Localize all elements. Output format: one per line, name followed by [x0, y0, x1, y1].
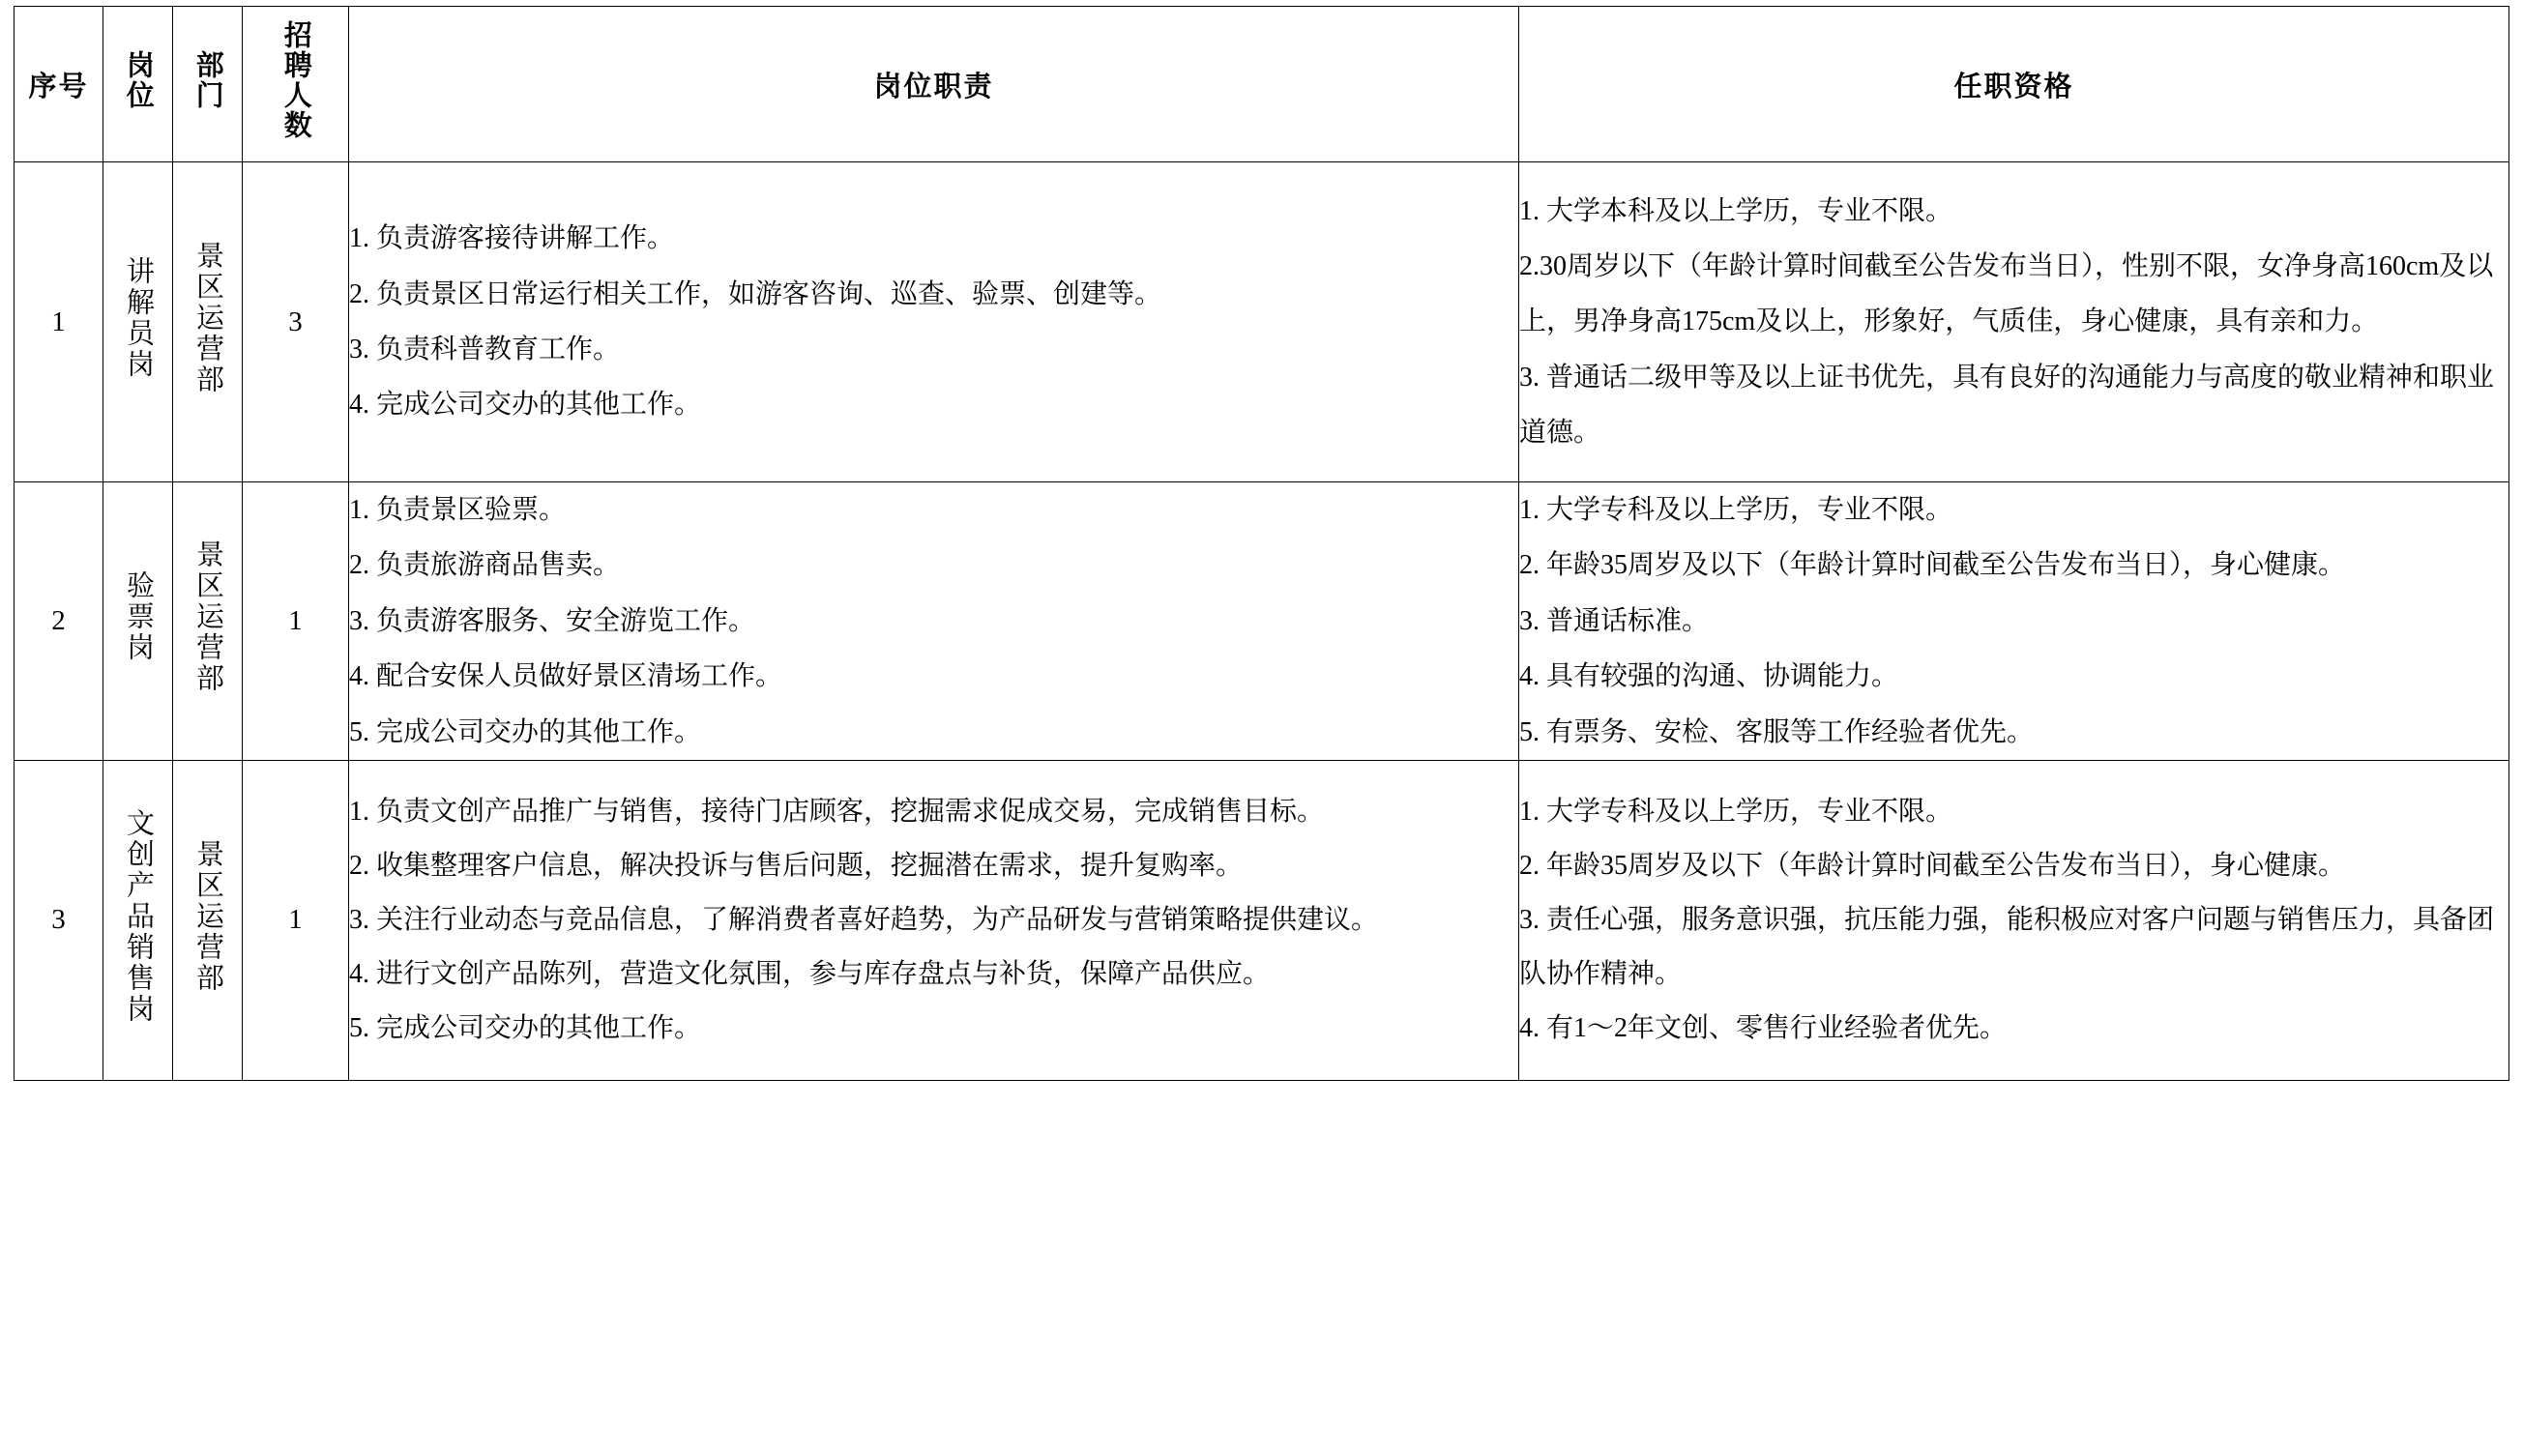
- row-qualifications: [1519, 162, 2509, 482]
- column-header-qualifications: [1519, 7, 2509, 162]
- qualification-item: 5. 有票务、安检、客服等工作经验者优先。: [1519, 716, 2035, 747]
- row-dept-label: 景区运营部: [191, 241, 223, 395]
- row-qualifications: [1519, 760, 2509, 1080]
- column-header-post-label: 岗位: [122, 50, 154, 110]
- duty-item: 2. 收集整理客户信息，解决投诉与售后问题，挖掘潜在需求，提升复购率。: [349, 850, 1244, 881]
- duty-item: 4. 完成公司交办的其他工作。: [349, 390, 702, 421]
- qualification-item: 2.30周岁以下（年龄计算时间截至公告发布当日），性别不限，女净身高160cm及以上，男净身高175cm及以上，形象好，气质佳，身心健康，具有亲和力。: [1519, 250, 2494, 337]
- duty-item: 4. 配合安保人员做好景区清场工作。: [349, 661, 783, 692]
- row-qualifications: [1519, 482, 2509, 761]
- row-duties: [349, 760, 1519, 1080]
- row-count: 3: [243, 162, 349, 482]
- row-dept-label: 景区运营部: [191, 838, 223, 994]
- row-dept: [173, 760, 243, 1080]
- duty-item: 5. 完成公司交办的其他工作。: [349, 1012, 702, 1043]
- column-header-index-label: 序号: [28, 71, 89, 102]
- column-header-post: [103, 7, 173, 162]
- column-header-count-label: 招聘人数: [279, 20, 311, 140]
- row-duties: [349, 482, 1519, 761]
- table-row: [15, 162, 2509, 482]
- row-dept-label: 景区运营部: [191, 539, 223, 695]
- row-post: [103, 162, 173, 482]
- column-header-count: [243, 7, 349, 162]
- column-header-duties-label: 岗位职责: [873, 71, 994, 102]
- row-dept: [173, 482, 243, 761]
- row-index: 3: [15, 760, 103, 1080]
- table-row: [15, 760, 2509, 1080]
- qualification-item: 1. 大学专科及以上学历，专业不限。: [1519, 495, 1953, 525]
- row-duties: [349, 162, 1519, 482]
- qualification-item: 4. 有1～2年文创、零售行业经验者优先。: [1519, 1012, 2008, 1043]
- row-post-label: 文创产品销售岗: [122, 807, 154, 1025]
- duty-item: 1. 负责文创产品推广与销售，接待门店顾客，挖掘需求促成交易，完成销售目标。: [349, 796, 1325, 827]
- qualification-item: 1. 大学专科及以上学历，专业不限。: [1519, 796, 1953, 827]
- row-post: [103, 760, 173, 1080]
- qualification-item: 3. 普通话二级甲等及以上证书优先，具有良好的沟通能力与高度的敬业精神和职业道德。: [1519, 362, 2495, 449]
- table-row: [15, 482, 2509, 761]
- duty-item: 3. 负责游客服务、安全游览工作。: [349, 605, 756, 636]
- column-header-duties: [349, 7, 1519, 162]
- row-index: 2: [15, 482, 103, 761]
- table-header: [15, 7, 2509, 162]
- duty-item: 3. 关注行业动态与竞品信息，了解消费者喜好趋势，为产品研发与营销策略提供建议。: [349, 904, 1379, 935]
- row-post-label: 验票岗: [122, 570, 154, 664]
- duty-item: 3. 负责科普教育工作。: [349, 335, 621, 364]
- qualification-item: 3. 责任心强，服务意识强，抗压能力强，能积极应对客户问题与销售压力，具备团队协作精神。: [1519, 904, 2495, 989]
- column-header-index: [15, 7, 103, 162]
- column-header-dept: [173, 7, 243, 162]
- table-header-row: [15, 7, 2509, 162]
- row-post: [103, 482, 173, 761]
- row-index: 1: [15, 162, 103, 482]
- duty-item: 1. 负责游客接待讲解工作。: [349, 223, 675, 254]
- duty-item: 2. 负责景区日常运行相关工作，如游客咨询、巡查、验票、创建等。: [349, 278, 1162, 309]
- column-header-qualifications-label: 任职资格: [1953, 71, 2074, 102]
- qualification-item: 4. 具有较强的沟通、协调能力。: [1519, 661, 1899, 692]
- duty-item: 4. 进行文创产品陈列，营造文化氛围，参与库存盘点与补货，保障产品供应。: [349, 958, 1271, 989]
- qualification-item: 3. 普通话标准。: [1519, 605, 1710, 636]
- row-post-label: 讲解员岗: [122, 256, 154, 380]
- column-header-dept-label: 部门: [191, 50, 223, 110]
- duty-item: 2. 负责旅游商品售卖。: [349, 550, 621, 581]
- row-dept: [173, 162, 243, 482]
- row-count: 1: [243, 482, 349, 761]
- table-body: [15, 162, 2509, 1081]
- qualification-item: 2. 年龄35周岁及以下（年龄计算时间截至公告发布当日），身心健康。: [1519, 550, 2346, 581]
- qualification-item: 2. 年龄35周岁及以下（年龄计算时间截至公告发布当日），身心健康。: [1519, 850, 2346, 881]
- qualification-item: 1. 大学本科及以上学历，专业不限。: [1519, 195, 1953, 226]
- duty-item: 5. 完成公司交办的其他工作。: [349, 716, 702, 747]
- row-count: 1: [243, 760, 349, 1080]
- duty-item: 1. 负责景区验票。: [349, 495, 567, 525]
- recruitment-table: [14, 6, 2509, 1081]
